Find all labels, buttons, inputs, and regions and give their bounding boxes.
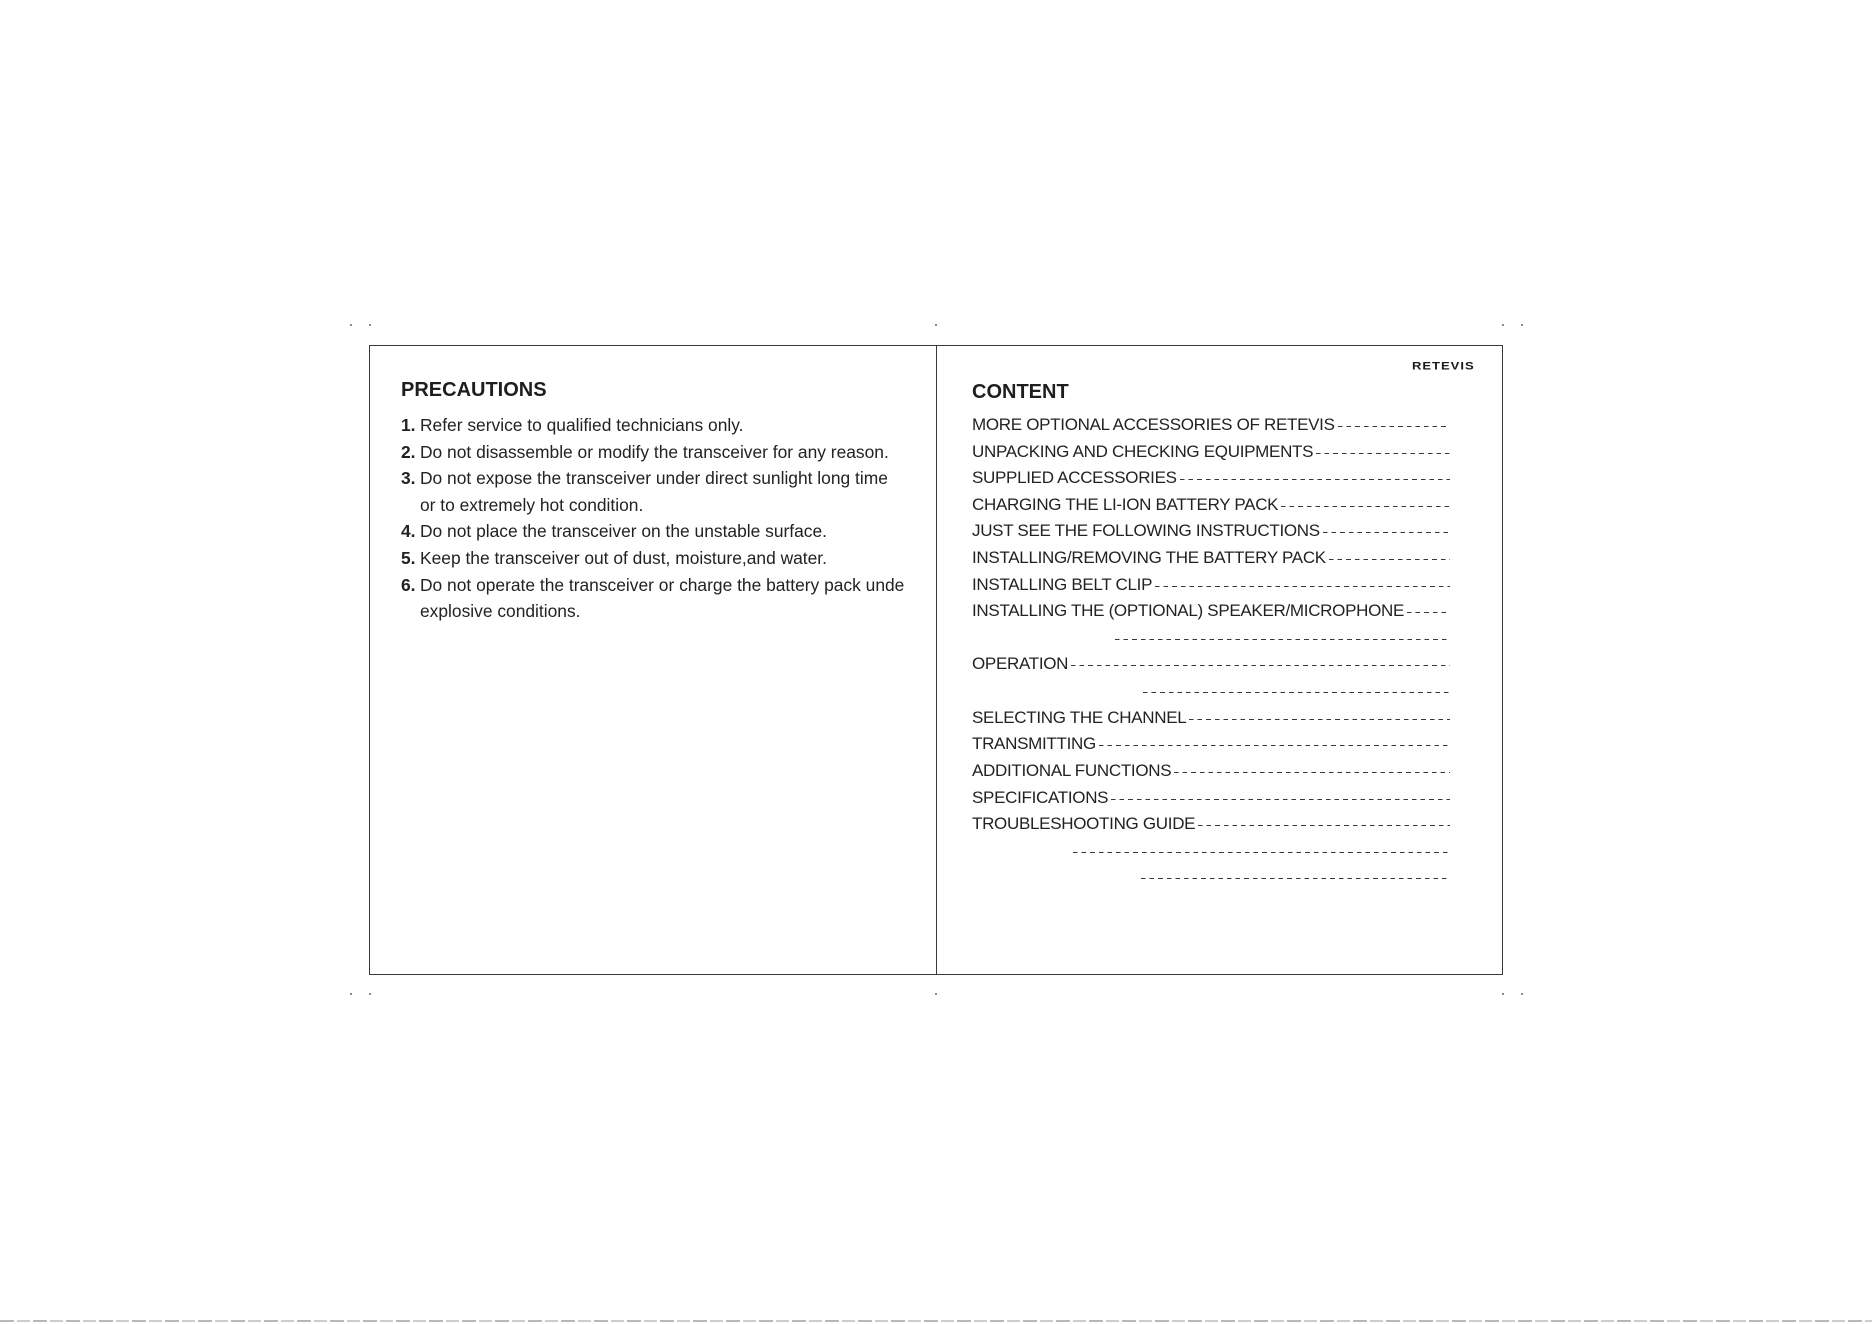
- toc-dot-leader: [1198, 811, 1450, 838]
- table-of-contents: [972, 412, 1450, 891]
- precaution-text: Do not disassemble or modify the transceiver for any reason.: [420, 441, 889, 462]
- precaution-line: [401, 545, 921, 572]
- toc-entry-label: MORE OPTIONAL ACCESSORIES OF RETEVIS: [972, 415, 1335, 434]
- toc-entry: [972, 572, 1450, 599]
- crop-mark: [1502, 324, 1504, 326]
- precaution-text: Do not operate the transceiver or charge the battery pack unde: [420, 574, 905, 595]
- toc-entry: [972, 545, 1450, 572]
- toc-entry: [972, 678, 1450, 705]
- crop-mark: [350, 993, 352, 995]
- toc-dot-leader: [1338, 412, 1450, 439]
- precaution-number: 2.: [401, 441, 416, 462]
- toc-dot-leader: [1115, 625, 1450, 652]
- crop-mark: [369, 324, 371, 326]
- precaution-text: Keep the transceiver out of dust, moisture,and water.: [420, 548, 827, 569]
- toc-entry: [972, 731, 1450, 758]
- precaution-item: [401, 439, 921, 466]
- toc-entry-label: INSTALLING THE (OPTIONAL) SPEAKER/MICROPHONE: [972, 601, 1405, 621]
- precaution-item: [401, 572, 921, 625]
- precaution-number: 1.: [401, 415, 416, 435]
- toc-entry: [972, 625, 1450, 652]
- toc-dot-leader: [1180, 465, 1450, 492]
- toc-entry-label: OPERATION: [972, 654, 1069, 674]
- toc-entry-label: SUPPLIED ACCESSORIES: [972, 468, 1177, 488]
- precaution-line: [401, 439, 921, 466]
- toc-dot-leader: [1141, 864, 1450, 891]
- toc-entry-label: JUST SEE THE FOLLOWING INSTRUCTIONS: [972, 521, 1320, 541]
- toc-entry-label: UNPACKING AND CHECKING EQUIPMENTS: [972, 441, 1314, 461]
- precaution-line: [401, 412, 921, 439]
- toc-entry: [972, 518, 1450, 545]
- toc-entry: [972, 598, 1450, 625]
- toc-entry: [972, 758, 1450, 785]
- retevis-logo: RETEVIS: [1412, 359, 1475, 372]
- toc-dot-leader: [1316, 439, 1450, 466]
- toc-entry-label: SPECIFICATIONS: [972, 787, 1109, 807]
- toc-entry-label: CHARGING THE LI-ION BATTERY PACK: [972, 494, 1279, 514]
- toc-entry: [972, 838, 1450, 865]
- precaution-continuation-line: or to extremely hot condition.: [420, 494, 644, 515]
- toc-dot-leader: [1155, 572, 1450, 599]
- precautions-list: [401, 412, 921, 625]
- toc-entry: [972, 705, 1450, 732]
- crop-mark: [350, 324, 352, 326]
- precaution-text: Refer service to qualified technicians only.: [420, 415, 744, 435]
- precaution-item: [401, 412, 921, 439]
- precaution-number: 6.: [401, 574, 416, 595]
- toc-entry-label: TROUBLESHOOTING GUIDE: [972, 814, 1196, 834]
- toc-entry: [972, 412, 1450, 439]
- toc-entry: [972, 465, 1450, 492]
- scan-edge-line: [0, 1320, 1872, 1322]
- toc-entry-label: INSTALLING/REMOVING THE BATTERY PACK: [972, 548, 1326, 568]
- precaution-number: 3.: [401, 468, 416, 489]
- toc-dot-leader: [1073, 838, 1450, 865]
- toc-dot-leader: [1099, 731, 1450, 758]
- crop-mark: [369, 993, 371, 995]
- content-title: CONTENT: [972, 381, 1069, 403]
- page-fold-divider: [936, 345, 937, 975]
- toc-dot-leader: [1071, 651, 1450, 678]
- toc-entry: [972, 492, 1450, 519]
- precaution-line: [401, 518, 921, 545]
- toc-dot-leader: [1329, 545, 1450, 572]
- crop-mark: [1521, 993, 1523, 995]
- toc-dot-leader: [1143, 678, 1450, 705]
- precaution-text: Do not expose the transceiver under direct sunlight long time: [420, 468, 888, 489]
- toc-entry: [972, 439, 1450, 466]
- precaution-item: [401, 518, 921, 545]
- toc-dot-leader: [1407, 598, 1450, 625]
- crop-mark: [1521, 324, 1523, 326]
- toc-dot-leader: [1111, 785, 1450, 812]
- precaution-line: [401, 465, 921, 492]
- precaution-continuation-line: explosive conditions.: [420, 601, 581, 622]
- precaution-item: [401, 545, 921, 572]
- crop-mark: [935, 993, 937, 995]
- toc-entry-label: INSTALLING BELT CLIP: [972, 574, 1153, 594]
- toc-dot-leader: [1174, 758, 1450, 785]
- precaution-text: Do not place the transceiver on the unstable surface.: [420, 521, 827, 542]
- toc-dot-leader: [1281, 492, 1450, 519]
- toc-entry: [972, 811, 1450, 838]
- precaution-line: [401, 572, 921, 599]
- precautions-title: PRECAUTIONS: [401, 379, 547, 401]
- crop-mark: [935, 324, 937, 326]
- toc-entry-label: SELECTING THE CHANNEL: [972, 707, 1187, 727]
- crop-mark: [1502, 993, 1504, 995]
- precaution-number: 5.: [401, 548, 416, 569]
- toc-dot-leader: [1189, 705, 1450, 732]
- toc-entry-label: TRANSMITTING: [972, 734, 1096, 754]
- toc-dot-leader: [1323, 518, 1450, 545]
- toc-entry-label: ADDITIONAL FUNCTIONS: [972, 760, 1172, 780]
- precaution-number: 4.: [401, 521, 416, 542]
- toc-entry: [972, 864, 1450, 891]
- toc-entry: [972, 651, 1450, 678]
- precaution-item: [401, 465, 921, 518]
- toc-entry: [972, 785, 1450, 812]
